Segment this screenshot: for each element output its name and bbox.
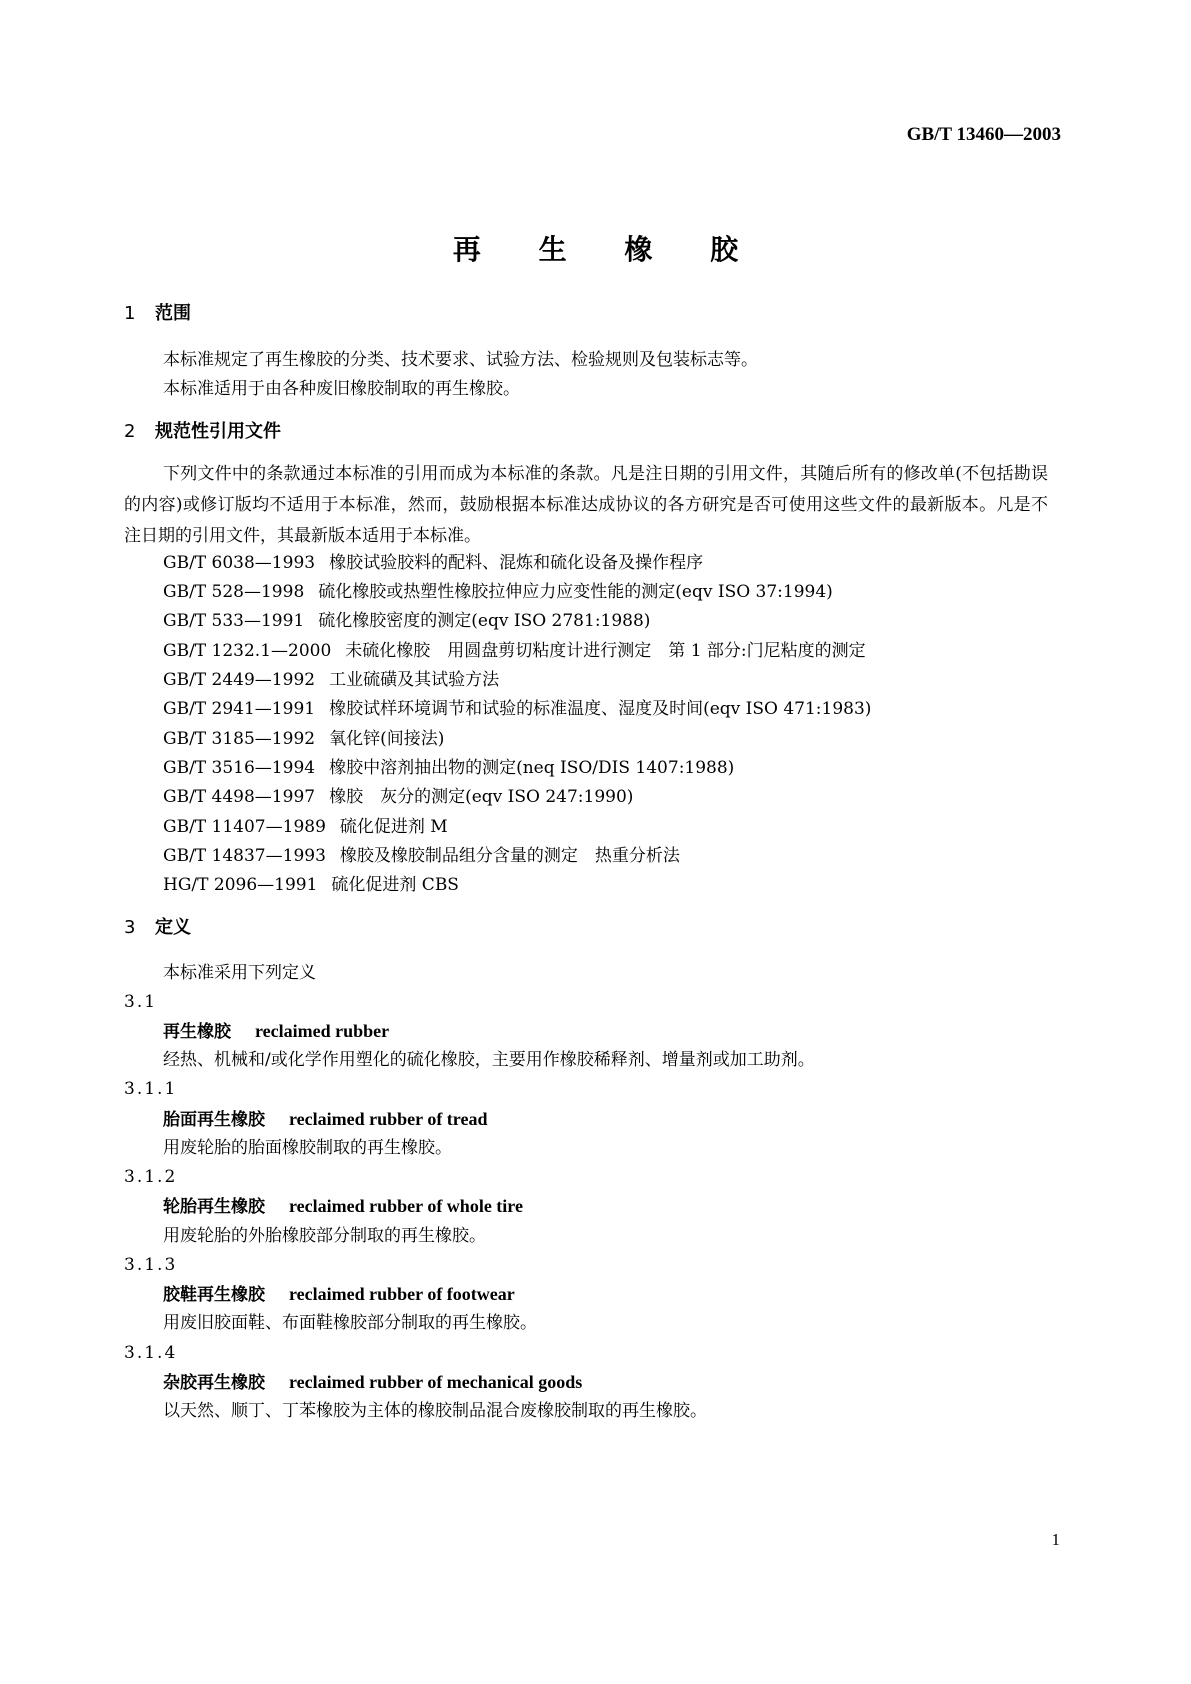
term-english: reclaimed rubber of whole tire bbox=[289, 1196, 523, 1216]
reference-item bbox=[163, 727, 444, 751]
term-entry bbox=[163, 1194, 523, 1219]
reference-title: 工业硫磺及其试验方法 bbox=[329, 670, 500, 690]
reference-title: 橡胶中溶剂抽出物的测定(neq ISO/DIS 1407:1988) bbox=[329, 758, 735, 778]
term-entry bbox=[163, 1107, 487, 1132]
clause-number: 3.1.3 bbox=[124, 1255, 178, 1275]
reference-code: GB/T 11407—1989 bbox=[163, 817, 326, 837]
term-definition: 用废轮胎的外胎橡胶部分制取的再生橡胶。 bbox=[163, 1226, 486, 1246]
term-chinese: 轮胎再生橡胶 bbox=[163, 1197, 265, 1217]
term-english: reclaimed rubber of tread bbox=[289, 1109, 488, 1129]
section-2-intro: 下列文件中的条款通过本标准的引用而成为本标准的条款。凡是注日期的引用文件，其随后所有的修改单(不包括勘误的内容)或修订版均不适用于本标准，然而，鼓励根据本标准达成协议的各方研究是否可使用这些文件的最新版本。凡是不注日期的引用文件，其最新版本适用于本标准。 bbox=[124, 464, 1048, 546]
clause-number: 3.1.1 bbox=[124, 1079, 178, 1099]
reference-code: HG/T 2096—1991 bbox=[163, 875, 318, 895]
section-title: 规范性引用文件 bbox=[155, 421, 281, 442]
term-english: reclaimed rubber of mechanical goods bbox=[289, 1372, 583, 1392]
reference-title: 硫化橡胶密度的测定(eqv ISO 2781:1988) bbox=[318, 611, 651, 631]
term-definition: 以天然、顺丁、丁苯橡胶为主体的橡胶制品混合废橡胶制取的再生橡胶。 bbox=[163, 1401, 707, 1421]
reference-item bbox=[163, 609, 650, 633]
term-english: reclaimed rubber of footwear bbox=[289, 1284, 515, 1304]
clause-number: 3.1 bbox=[124, 992, 158, 1012]
section-3-intro: 本标准采用下列定义 bbox=[163, 963, 316, 983]
section-number: 2 bbox=[124, 421, 136, 442]
standard-number: GB/T 13460—2003 bbox=[906, 124, 1061, 145]
section-number: 1 bbox=[124, 303, 136, 324]
reference-item bbox=[163, 697, 871, 721]
reference-item bbox=[163, 785, 633, 809]
section-title: 定义 bbox=[155, 917, 191, 938]
term-chinese: 胎面再生橡胶 bbox=[163, 1110, 265, 1130]
term-definition: 用废旧胶面鞋、布面鞋橡胶部分制取的再生橡胶。 bbox=[163, 1313, 537, 1333]
reference-title: 橡胶及橡胶制品组分含量的测定 热重分析法 bbox=[339, 846, 680, 866]
reference-code: GB/T 2941—1991 bbox=[163, 699, 316, 719]
reference-item bbox=[163, 551, 703, 575]
reference-item bbox=[163, 668, 499, 692]
term-chinese: 再生橡胶 bbox=[163, 1022, 231, 1042]
document-title: 再 生 橡 胶 bbox=[452, 233, 763, 266]
reference-title: 硫化促进剂 CBS bbox=[331, 875, 459, 895]
reference-item bbox=[163, 756, 734, 780]
clause-number: 3.1.4 bbox=[124, 1343, 178, 1363]
reference-code: GB/T 528—1998 bbox=[163, 582, 305, 602]
section-number: 3 bbox=[124, 917, 136, 938]
term-chinese: 杂胶再生橡胶 bbox=[163, 1373, 265, 1393]
section-1-paragraph-1: 本标准规定了再生橡胶的分类、技术要求、试验方法、检验规则及包装标志等。 bbox=[163, 350, 758, 370]
term-definition: 用废轮胎的胎面橡胶制取的再生橡胶。 bbox=[163, 1138, 452, 1158]
term-entry bbox=[163, 1282, 515, 1307]
reference-title: 氧化锌(间接法) bbox=[329, 729, 445, 749]
reference-code: GB/T 533—1991 bbox=[163, 611, 305, 631]
section-2-heading bbox=[124, 420, 281, 444]
section-3-heading bbox=[124, 916, 191, 940]
reference-code: GB/T 3516—1994 bbox=[163, 758, 316, 778]
reference-code: GB/T 4498—1997 bbox=[163, 787, 316, 807]
term-entry bbox=[163, 1370, 582, 1395]
section-1-paragraph-2: 本标准适用于由各种废旧橡胶制取的再生橡胶。 bbox=[163, 379, 520, 399]
reference-code: GB/T 3185—1992 bbox=[163, 729, 316, 749]
reference-title: 橡胶试样环境调节和试验的标准温度、湿度及时间(eqv ISO 471:1983) bbox=[329, 699, 872, 719]
reference-title: 橡胶 灰分的测定(eqv ISO 247:1990) bbox=[329, 787, 634, 807]
reference-title: 硫化促进剂 M bbox=[339, 817, 448, 837]
clause-number: 3.1.2 bbox=[124, 1167, 178, 1187]
reference-title: 未硫化橡胶 用圆盘剪切粘度计进行测定 第 1 部分:门尼粘度的测定 bbox=[345, 641, 866, 661]
reference-item bbox=[163, 580, 833, 604]
page-number: 1 bbox=[1051, 1530, 1060, 1549]
reference-code: GB/T 6038—1993 bbox=[163, 553, 316, 573]
term-definition: 经热、机械和/或化学作用塑化的硫化橡胶，主要用作橡胶稀释剂、增量剂或加工助剂。 bbox=[163, 1050, 815, 1070]
section-1-heading bbox=[124, 302, 191, 326]
term-entry bbox=[163, 1019, 389, 1044]
reference-item bbox=[163, 873, 459, 897]
reference-code: GB/T 2449—1992 bbox=[163, 670, 316, 690]
reference-code: GB/T 14837—1993 bbox=[163, 846, 326, 866]
term-chinese: 胶鞋再生橡胶 bbox=[163, 1285, 265, 1305]
reference-item bbox=[163, 639, 866, 663]
section-title: 范围 bbox=[155, 303, 191, 324]
reference-title: 橡胶试验胶料的配料、混炼和硫化设备及操作程序 bbox=[329, 553, 704, 573]
reference-code: GB/T 1232.1—2000 bbox=[163, 641, 332, 661]
reference-item bbox=[163, 844, 680, 868]
term-english: reclaimed rubber bbox=[255, 1021, 390, 1041]
reference-item bbox=[163, 815, 448, 839]
reference-title: 硫化橡胶或热塑性橡胶拉伸应力应变性能的测定(eqv ISO 37:1994) bbox=[318, 582, 833, 602]
